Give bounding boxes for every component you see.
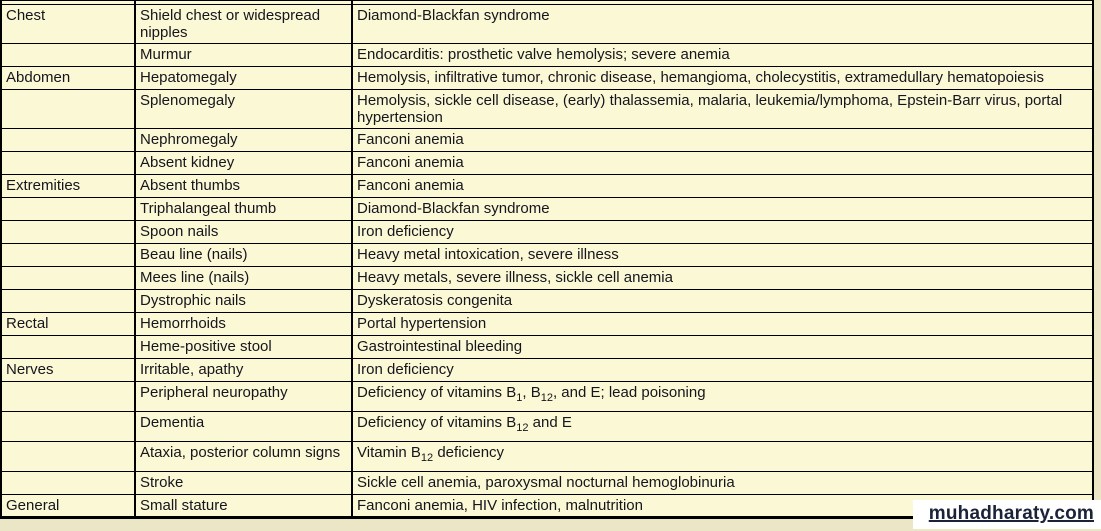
table-row xyxy=(1,359,1093,382)
association-cell: Gastrointestinal bleeding xyxy=(352,336,1093,359)
association-cell: Hemolysis, sickle cell disease, (early) thalassemia, malaria, leukemia/lymphoma, Epstein-Barr virus, portal hypertension xyxy=(352,90,1093,129)
region-cell xyxy=(1,44,135,67)
region-cell xyxy=(1,412,135,442)
association-cell: Fanconi anemia xyxy=(352,129,1093,152)
table-row xyxy=(1,152,1093,175)
region-cell xyxy=(1,472,135,495)
table-row xyxy=(1,5,1093,44)
region-cell xyxy=(1,442,135,472)
finding-cell: Absent thumbs xyxy=(135,175,352,198)
region-cell: Chest xyxy=(1,5,135,44)
finding-cell: Shield chest or widespread nipples xyxy=(135,5,352,44)
table-row xyxy=(1,382,1093,412)
association-cell: Sickle cell anemia, paroxysmal nocturnal hemoglobinuria xyxy=(352,472,1093,495)
region-cell xyxy=(1,244,135,267)
association-cell: Heavy metal intoxication, severe illness xyxy=(352,244,1093,267)
association-cell: Dyskeratosis congenita xyxy=(352,290,1093,313)
region-cell xyxy=(1,152,135,175)
table-row xyxy=(1,442,1093,472)
finding-cell: Spoon nails xyxy=(135,221,352,244)
region-cell xyxy=(1,336,135,359)
region-cell xyxy=(1,382,135,412)
association-cell: Diamond-Blackfan syndrome xyxy=(352,5,1093,44)
region-cell: Abdomen xyxy=(1,67,135,90)
watermark-text: muhadharaty.com xyxy=(928,503,1094,524)
association-cell: Fanconi anemia xyxy=(352,152,1093,175)
region-cell xyxy=(1,221,135,244)
findings-table-body xyxy=(1,1,1093,518)
table-row xyxy=(1,267,1093,290)
table-row xyxy=(1,44,1093,67)
region-cell xyxy=(1,267,135,290)
table-row xyxy=(1,221,1093,244)
table-row xyxy=(1,244,1093,267)
region-cell: Extremities xyxy=(1,175,135,198)
association-cell: Iron deficiency xyxy=(352,221,1093,244)
association-cell: Heavy metals, severe illness, sickle cell anemia xyxy=(352,267,1093,290)
table-row xyxy=(1,412,1093,442)
finding-cell: Hemorrhoids xyxy=(135,313,352,336)
table-row xyxy=(1,290,1093,313)
finding-cell: Ataxia, posterior column signs xyxy=(135,442,352,472)
finding-cell: Hepatomegaly xyxy=(135,67,352,90)
association-cell: Iron deficiency xyxy=(352,359,1093,382)
finding-cell: Peripheral neuropathy xyxy=(135,382,352,412)
region-cell xyxy=(1,198,135,221)
region-cell xyxy=(1,129,135,152)
finding-cell: Nephromegaly xyxy=(135,129,352,152)
finding-cell: Dementia xyxy=(135,412,352,442)
region-cell: Nerves xyxy=(1,359,135,382)
finding-cell: Small stature xyxy=(135,495,352,518)
table-row xyxy=(1,198,1093,221)
region-cell: Rectal xyxy=(1,313,135,336)
association-cell: Portal hypertension xyxy=(352,313,1093,336)
table-row xyxy=(1,472,1093,495)
table-row xyxy=(1,129,1093,152)
watermark xyxy=(913,500,1101,529)
table-row xyxy=(1,313,1093,336)
association-cell: Diamond-Blackfan syndrome xyxy=(352,198,1093,221)
table-row xyxy=(1,67,1093,90)
region-cell xyxy=(1,90,135,129)
finding-cell: Murmur xyxy=(135,44,352,67)
association-cell: Deficiency of vitamins $B_1$, $B_{12}$, and E; lead poisoning xyxy=(352,382,1093,412)
table-row xyxy=(1,90,1093,129)
region-cell xyxy=(1,290,135,313)
table-row xyxy=(1,175,1093,198)
finding-cell: Splenomegaly xyxy=(135,90,352,129)
finding-cell: Stroke xyxy=(135,472,352,495)
finding-cell: Beau line (nails) xyxy=(135,244,352,267)
finding-cell: Absent kidney xyxy=(135,152,352,175)
finding-cell: Irritable, apathy xyxy=(135,359,352,382)
finding-cell: Triphalangeal thumb xyxy=(135,198,352,221)
region-cell: General xyxy=(1,495,135,518)
finding-cell: Mees line (nails) xyxy=(135,267,352,290)
association-cell: Endocarditis: prosthetic valve hemolysis; severe anemia xyxy=(352,44,1093,67)
association-cell: Fanconi anemia, HIV infection, malnutrition xyxy=(352,495,1093,518)
finding-cell: Dystrophic nails xyxy=(135,290,352,313)
association-cell: Vitamin $B_{12}$ deficiency xyxy=(352,442,1093,472)
table-row xyxy=(1,336,1093,359)
association-cell: Fanconi anemia xyxy=(352,175,1093,198)
association-cell: Hemolysis, infiltrative tumor, chronic disease, hemangioma, cholecystitis, extramedullary hematopoiesis xyxy=(352,67,1093,90)
finding-cell: Heme-positive stool xyxy=(135,336,352,359)
association-cell: Deficiency of vitamins $B_{12}$ and E xyxy=(352,412,1093,442)
